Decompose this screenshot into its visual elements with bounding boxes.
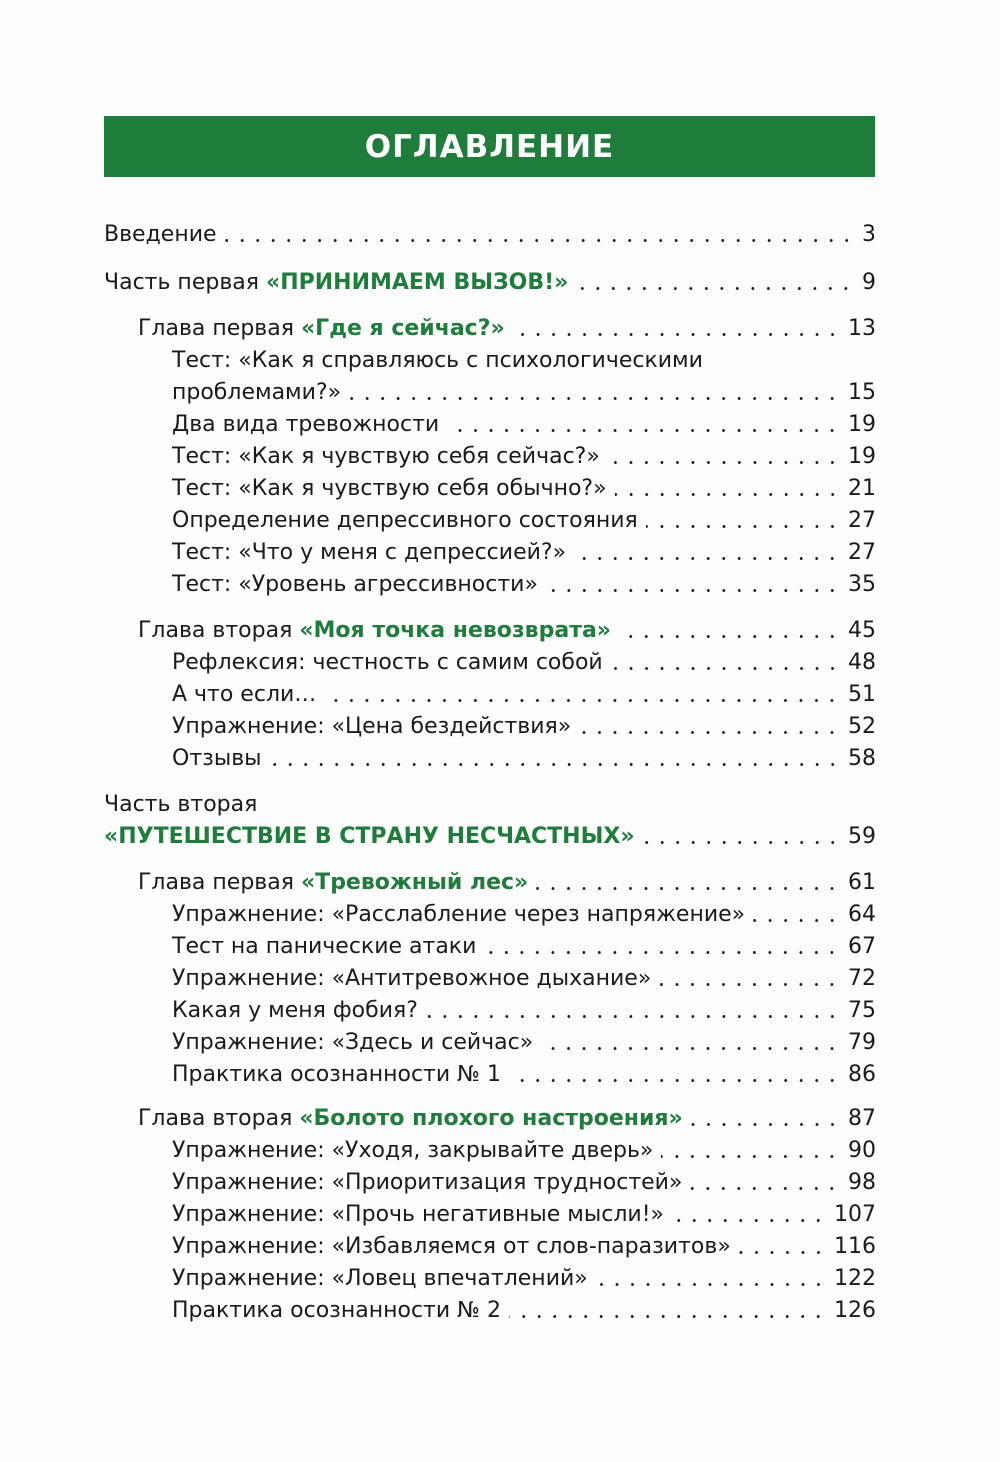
toc-entry[interactable] xyxy=(172,1197,876,1229)
toc-entry[interactable] xyxy=(172,1293,876,1325)
page-number: 61 xyxy=(848,870,876,895)
entry-label: Тест: «Как я чувствую себя обычно?» xyxy=(172,476,607,501)
leader-dots xyxy=(579,731,840,734)
page-number: 35 xyxy=(848,572,876,597)
toc-entry[interactable] xyxy=(172,407,876,439)
leader-dots xyxy=(447,429,840,432)
toc-entry[interactable] xyxy=(172,1057,876,1089)
leader-dots xyxy=(672,1219,826,1222)
page-number: 52 xyxy=(848,714,876,739)
leader-dots xyxy=(509,1315,826,1318)
leader-dots xyxy=(426,1015,840,1018)
page-number: 98 xyxy=(848,1170,876,1195)
leader-dots xyxy=(661,1155,840,1158)
leader-dots xyxy=(608,461,840,464)
entry-label: Глава вторая xyxy=(138,1106,300,1131)
leader-dots xyxy=(615,493,840,496)
leader-dots xyxy=(576,287,854,290)
page-number: 107 xyxy=(834,1202,876,1227)
toc-entry[interactable] xyxy=(172,375,876,407)
entry-title: «Тревожный лес» xyxy=(300,870,529,895)
page-number: 45 xyxy=(848,618,876,643)
entry-label: Упражнение: «Здесь и сейчас» xyxy=(172,1030,534,1055)
entry-title: «Моя точка невозврата» xyxy=(299,618,612,643)
toc-entry[interactable] xyxy=(172,535,876,567)
leader-dots xyxy=(574,557,840,560)
leader-dots xyxy=(690,1187,840,1190)
leader-dots xyxy=(509,1079,840,1082)
toc-entry[interactable] xyxy=(172,741,876,773)
entry-label: проблемами?» xyxy=(172,380,342,405)
page-number: 27 xyxy=(848,508,876,533)
page-number: 51 xyxy=(848,682,876,707)
entry-label: Глава первая xyxy=(138,316,301,341)
leader-dots xyxy=(691,1123,840,1126)
page-number: 58 xyxy=(848,746,876,771)
leader-dots xyxy=(225,239,854,242)
toc-entry[interactable] xyxy=(172,961,876,993)
leader-dots xyxy=(739,1251,826,1254)
toc-heading: ОГЛАВЛЕНИЕ xyxy=(364,128,615,165)
entry-title: «ПУТЕШЕСТВИЕ В СТРАНУ НЕСЧАСТНЫХ» xyxy=(104,824,635,849)
entry-label: Тест на панические атаки xyxy=(172,934,477,959)
toc-entry-part-two[interactable] xyxy=(104,819,876,851)
toc-entry[interactable] xyxy=(172,439,876,471)
toc-entry-chapter[interactable] xyxy=(138,1101,876,1133)
leader-dots xyxy=(611,667,840,670)
toc-entry[interactable] xyxy=(172,1229,876,1261)
page-number: 13 xyxy=(848,316,876,341)
entry-label: Упражнение: «Уходя, закрывайте дверь» xyxy=(172,1138,654,1163)
page-number: 87 xyxy=(848,1106,876,1131)
leader-dots xyxy=(513,333,840,336)
entry-label: Упражнение: «Ловец впечатлений» xyxy=(172,1266,588,1291)
toc-entry[interactable] xyxy=(172,645,876,677)
leader-dots xyxy=(484,951,840,954)
page-number: 48 xyxy=(848,650,876,675)
toc-entry[interactable] xyxy=(172,1133,876,1165)
page-number: 19 xyxy=(848,412,876,437)
entry-label: Какая у меня фобия? xyxy=(172,998,418,1023)
entry-title: «Болото плохого настроения» xyxy=(299,1106,683,1131)
toc-entry-line[interactable] xyxy=(172,343,876,375)
toc-heading-banner xyxy=(104,116,875,177)
leader-dots xyxy=(546,589,840,592)
page-number: 126 xyxy=(834,1298,876,1323)
toc-entry-introduction[interactable] xyxy=(104,217,876,249)
page-number: 67 xyxy=(848,934,876,959)
entry-label: Часть вторая xyxy=(104,792,258,817)
entry-label: Введение xyxy=(104,222,217,247)
entry-label: Практика осознанности № 1 xyxy=(172,1062,502,1087)
entry-label: Тест: «Как я чувствую себя сейчас?» xyxy=(172,444,600,469)
toc-entry[interactable] xyxy=(172,1261,876,1293)
entry-label: Часть первая xyxy=(104,270,266,295)
page-number: 90 xyxy=(848,1138,876,1163)
toc-entry[interactable] xyxy=(172,471,876,503)
entry-label: Два вида тревожности xyxy=(172,412,440,437)
page-number: 15 xyxy=(848,380,876,405)
toc-entry[interactable] xyxy=(172,929,876,961)
toc-entry-part-two-label[interactable] xyxy=(104,787,876,819)
leader-dots xyxy=(536,887,840,890)
toc-entry[interactable] xyxy=(172,567,876,599)
entry-label: Упражнение: «Цена бездействия» xyxy=(172,714,572,739)
page-number: 75 xyxy=(848,998,876,1023)
leader-dots xyxy=(619,635,840,638)
entry-label: Упражнение: «Расслабление через напряжение» xyxy=(172,902,746,927)
toc-entry[interactable] xyxy=(172,677,876,709)
page-number: 21 xyxy=(848,476,876,501)
leader-dots xyxy=(646,525,840,528)
toc-entry[interactable] xyxy=(172,1165,876,1197)
entry-label: Тест: «Уровень агрессивности» xyxy=(172,572,538,597)
entry-title: «ПРИНИМАЕМ ВЫЗОВ!» xyxy=(266,270,569,295)
toc-entry-chapter[interactable] xyxy=(138,865,876,897)
leader-dots xyxy=(643,841,840,844)
toc-entry[interactable] xyxy=(172,993,876,1025)
toc-entry[interactable] xyxy=(172,503,876,535)
toc-entry[interactable] xyxy=(172,897,876,929)
toc-entry-chapter[interactable] xyxy=(138,311,876,343)
page-number: 86 xyxy=(848,1062,876,1087)
entry-label: Определение депрессивного состояния xyxy=(172,508,638,533)
entry-label: А что если… xyxy=(172,682,317,707)
toc-entry[interactable] xyxy=(172,1025,876,1057)
page-number: 3 xyxy=(862,222,876,247)
entry-label: Отзывы xyxy=(172,746,262,771)
page-number: 116 xyxy=(834,1234,876,1259)
page-number: 72 xyxy=(848,966,876,991)
entry-label: Глава вторая xyxy=(138,618,300,643)
entry-label: Практика осознанности № 2 xyxy=(172,1298,502,1323)
page-number: 122 xyxy=(834,1266,876,1291)
entry-label: Упражнение: «Избавляемся от слов-паразитов» xyxy=(172,1234,731,1259)
toc-entry[interactable] xyxy=(172,709,876,741)
page-number: 64 xyxy=(848,902,876,927)
entry-label: Рефлексия: честность с самим собой xyxy=(172,650,603,675)
entry-label: Упражнение: «Приоритизация трудностей» xyxy=(172,1170,683,1195)
entry-label: Упражнение: «Прочь негативные мысли!» xyxy=(172,1202,665,1227)
entry-label: Тест: «Как я справляюсь с психологическими xyxy=(172,348,703,373)
entry-label: Упражнение: «Антитревожное дыхание» xyxy=(172,966,652,991)
leader-dots xyxy=(596,1283,826,1286)
leader-dots xyxy=(541,1047,840,1050)
leader-dots xyxy=(753,919,840,922)
leader-dots xyxy=(324,699,840,702)
page-number: 79 xyxy=(848,1030,876,1055)
entry-label: Тест: «Что у меня с депрессией?» xyxy=(172,540,567,565)
page-number: 9 xyxy=(862,270,876,295)
page-number: 19 xyxy=(848,444,876,469)
toc-entry-part-one[interactable] xyxy=(104,265,876,297)
page-number: 59 xyxy=(848,824,876,849)
leader-dots xyxy=(659,983,840,986)
leader-dots xyxy=(270,763,840,766)
leader-dots xyxy=(349,397,840,400)
toc-entry-chapter[interactable] xyxy=(138,613,876,645)
entry-title: «Где я сейчас?» xyxy=(300,316,505,341)
entry-label: Глава первая xyxy=(138,870,301,895)
page-number: 27 xyxy=(848,540,876,565)
